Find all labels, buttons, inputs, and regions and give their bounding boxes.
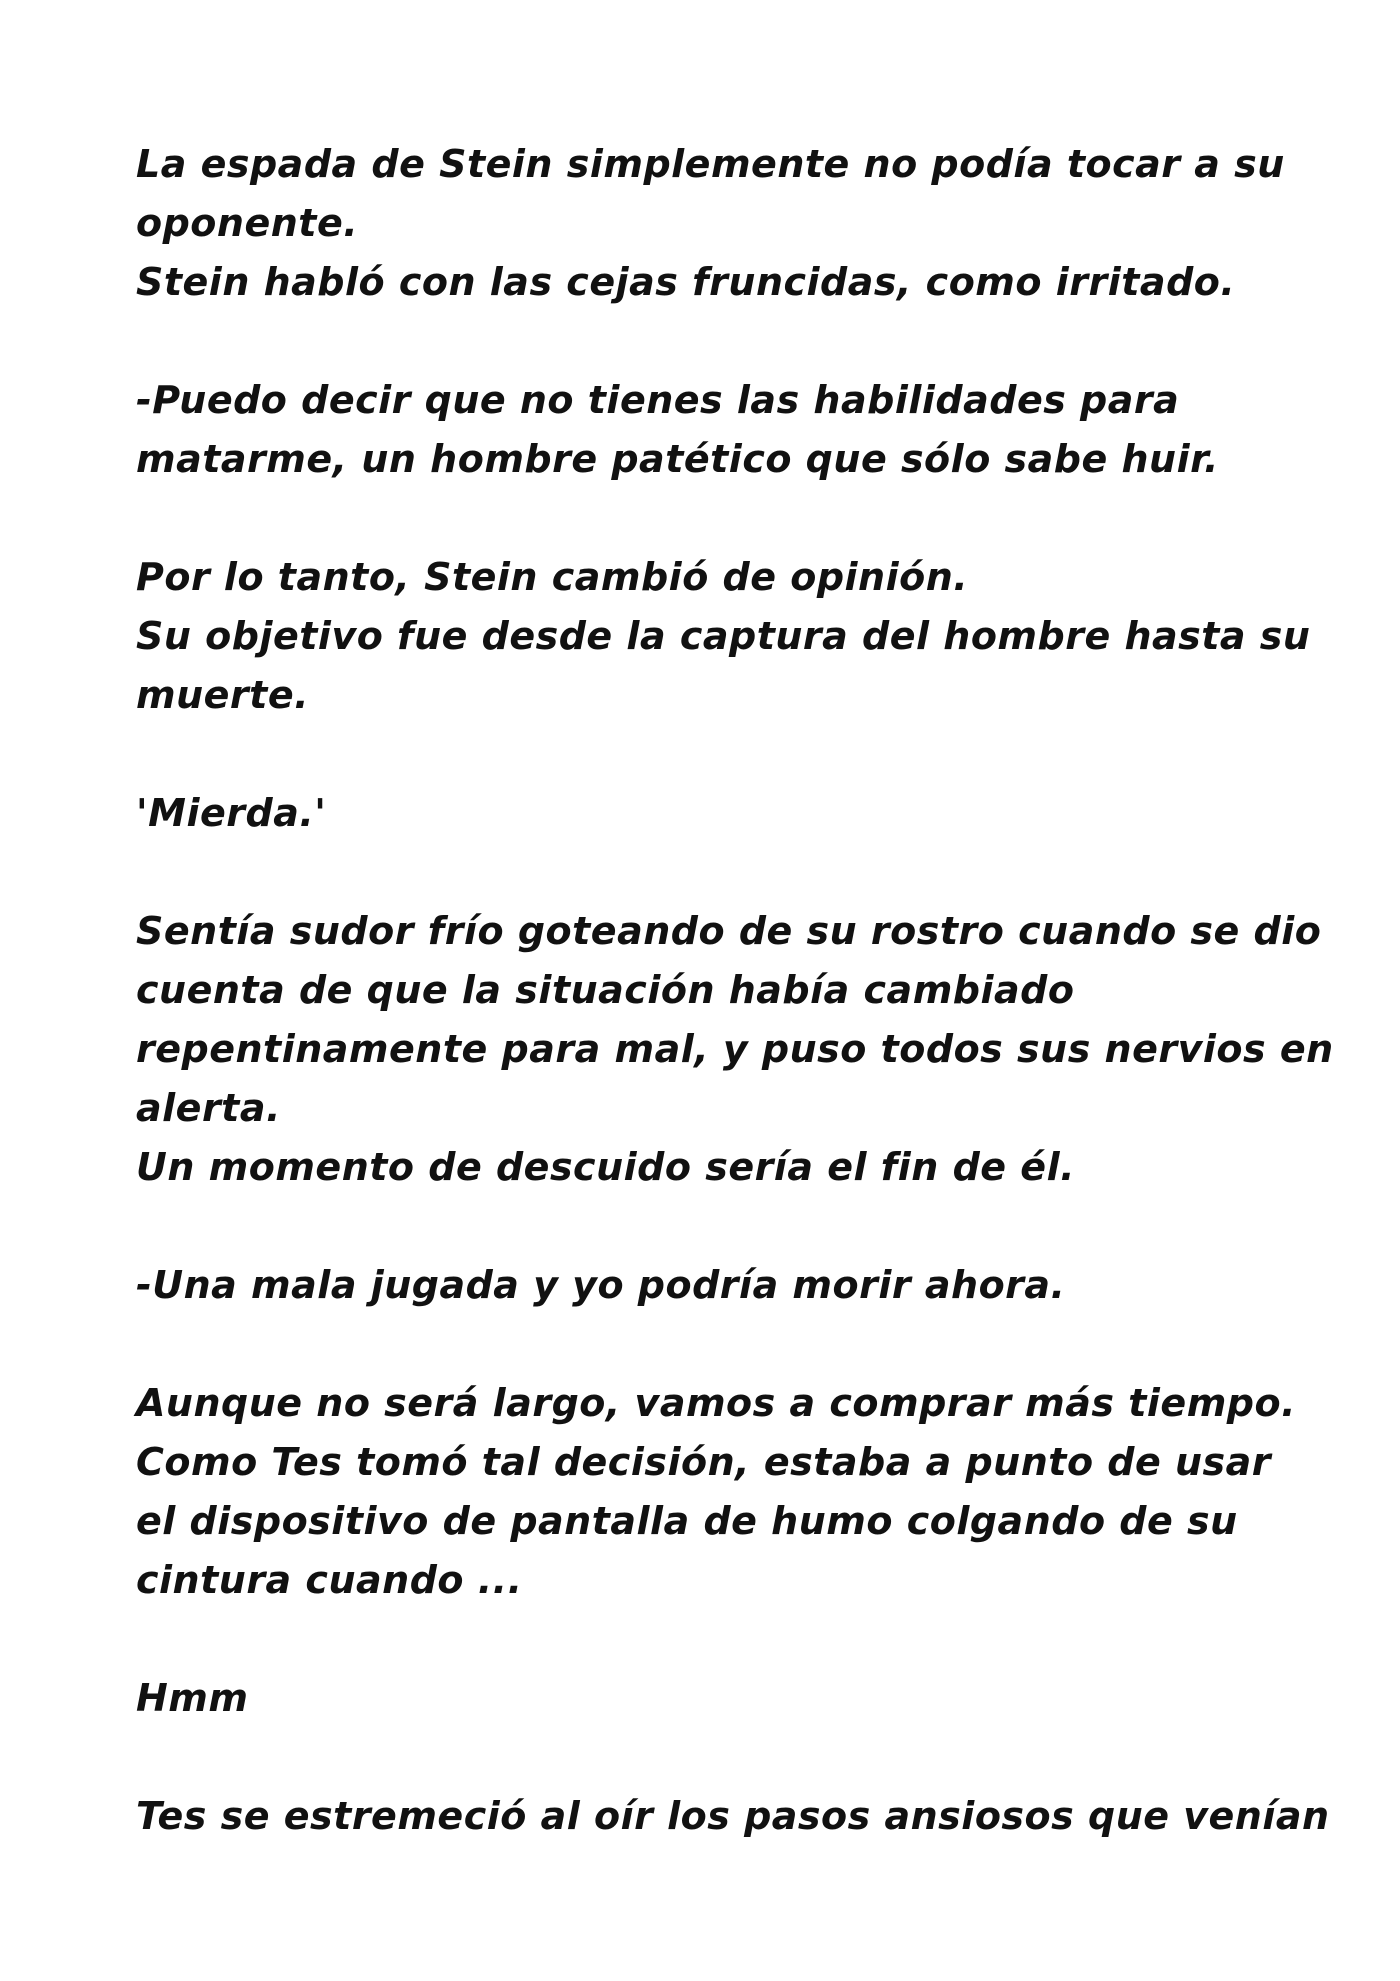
paragraph-6: [136, 1256, 1336, 1315]
text-line: Por lo tanto, Stein cambió de opinión.: [136, 555, 969, 599]
paragraph-9: [136, 1787, 1336, 1846]
text-line: Su objetivo fue desde la captura del hombre hasta su: [136, 614, 1311, 658]
text-line: cintura cuando ...: [136, 1558, 523, 1602]
text-line: Tes se estremeció al oír los pasos ansiosos que venían: [136, 1794, 1330, 1838]
paragraph-8: [136, 1669, 1336, 1728]
text-line: -Puedo decir que no tienes las habilidades para: [136, 378, 1180, 422]
paragraph-5: [136, 902, 1336, 1197]
document-body: [136, 135, 1336, 1905]
paragraph-1: [136, 135, 1336, 312]
paragraph-7: [136, 1374, 1336, 1610]
paragraph-4: [136, 784, 1336, 843]
text-line: Como Tes tomó tal decisión, estaba a punto de usar: [136, 1440, 1272, 1484]
text-line: alerta.: [136, 1086, 281, 1130]
text-line: La espada de Stein simplemente no podía tocar a su: [136, 142, 1285, 186]
text-line: Un momento de descuido sería el fin de él.: [136, 1145, 1076, 1189]
paragraph-3: [136, 548, 1336, 725]
text-line: oponente.: [136, 201, 359, 245]
text-line: repentinamente para mal, y puso todos sus nervios en: [136, 1027, 1334, 1071]
text-line: cuenta de que la situación había cambiado: [136, 968, 1075, 1012]
text-line: Hmm: [136, 1676, 249, 1720]
text-line: Sentía sudor frío goteando de su rostro cuando se dio: [136, 909, 1322, 953]
paragraph-2: [136, 371, 1336, 489]
text-line: Stein habló con las cejas fruncidas, como irritado.: [136, 260, 1236, 304]
text-line: matarme, un hombre patético que sólo sabe huir.: [136, 437, 1219, 481]
text-line: muerte.: [136, 673, 310, 717]
text-line: Aunque no será largo, vamos a comprar más tiempo.: [136, 1381, 1297, 1425]
text-line: el dispositivo de pantalla de humo colgando de su: [136, 1499, 1238, 1543]
text-line: -Una mala jugada y yo podría morir ahora.: [136, 1263, 1066, 1307]
text-line: 'Mierda.': [136, 791, 327, 835]
